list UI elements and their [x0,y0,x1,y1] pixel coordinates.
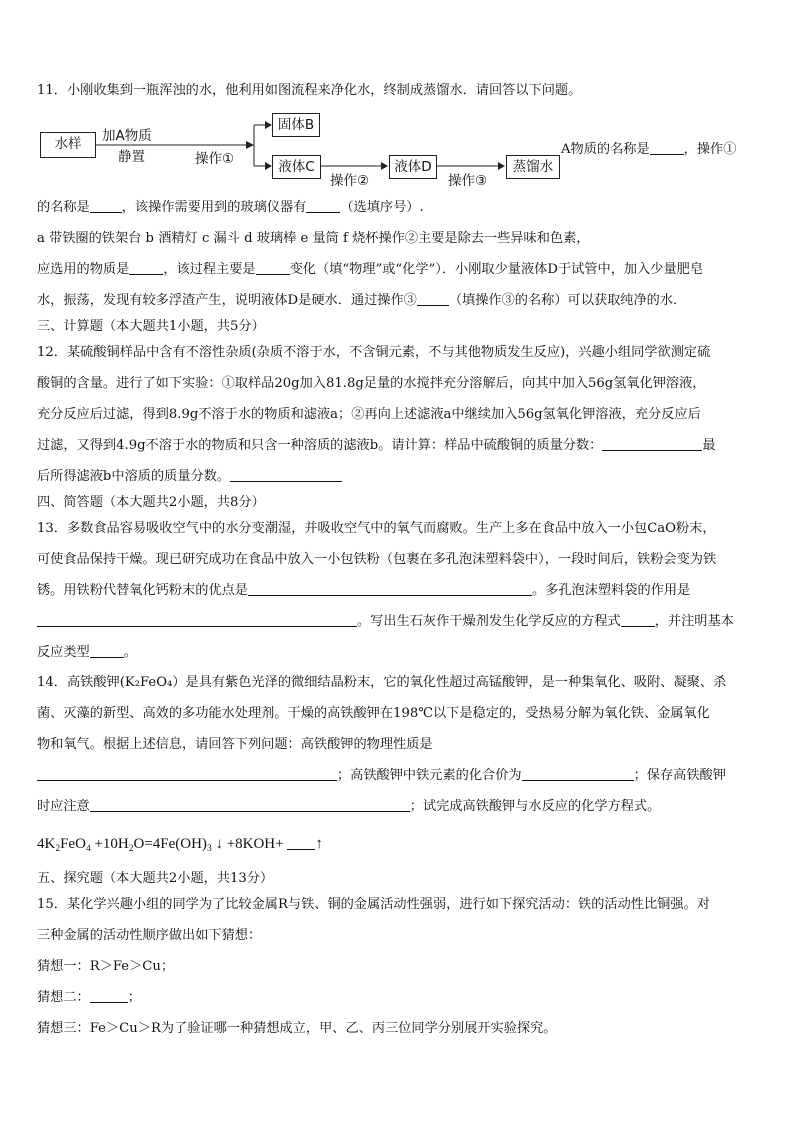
section-4-heading: 四、简答题（本大题共2小题，共8分） [37,495,265,510]
add-a-label: 加A物质 [102,128,152,144]
q15-guess1: 猜想一：R＞Fe＞Cu； [37,959,175,974]
q14-line4-a: ；高铁酸钾中铁元素的化合价为 [337,768,522,783]
arrow-head-bottom [265,162,272,170]
q12-line5 [37,467,764,487]
q11-blank-op1-name[interactable] [90,198,122,213]
q13-blank-bag-purpose[interactable] [37,612,357,627]
q12-line4 [37,436,764,456]
q12-line3: 充分反应后过滤，得到8.9g不溶于水的物质和滤液a；②再向上述滤液a中继续加入56g氢氧化钾溶液，充分反应后 [37,407,701,422]
settle-label: 静置 [118,149,145,165]
q13-line1: 13．多数食品容易吸收空气中的水分变潮湿，并吸收空气中的氧气而腐败。生产上多在食品中放入一小包CaO粉末， [37,521,716,536]
q12-line2: 酸铜的含量。进行了如下实验：①取样品20g加入81.8g足量的水搅拌充分溶解后，向其中加入56g氢氧化钾溶液， [37,376,706,391]
q13-line3-b: 。多孔泡沫塑料袋的作用是 [532,583,691,598]
q15-line2: 三种金属的活动性顺序做出如下猜想： [37,928,262,943]
q11-intro: 11．小刚收集到一瓶浑浊的水，他利用如图流程来净化水，终制成蒸馏水．请回答以下问题。 [37,83,582,98]
eq-part-5: ↓ +8KOH+ [211,836,288,852]
q11-blank-glassware[interactable] [306,198,340,213]
q11-line3-a: 的名称是 [37,200,90,215]
eq-sub-4: 3 [206,844,212,854]
section-3-heading: 三、计算题（本大题共1小题，共5分） [37,319,265,334]
arrow-head-top [265,121,272,129]
eq-blank-product[interactable] [287,835,315,850]
q14-line5-b: ；试完成高铁酸钾与水反应的化学方程式。 [409,799,661,814]
q15-guess2-b: ； [127,990,141,1005]
arrow-head-1 [246,141,254,149]
q13-line3-a: 锈。用铁粉代替氧化钙粉末的优点是 [37,583,248,598]
q13-line4-a: 。写出生石灰作干燥剂发生化学反应的方程式 [357,614,621,629]
op1-label: 操作① [195,151,235,167]
q11-a-name-tail: ，操作① [683,142,737,157]
q12-line4-b: 最 [702,438,716,453]
q11-blank-op3-name[interactable] [417,291,449,306]
q15-guess2-a: 猜想二： [37,990,90,1005]
q15-guess3: 猜想三：Fe＞Cu＞R为了验证哪一种猜想成立，甲、乙、丙三位同学分别展开实验探究。 [37,1021,557,1036]
eq-part-3: +10H [90,836,129,852]
q11-line5-c: 变化（填“物理”或“化学”）．小刚取少量液体D于试管中，加入少量肥皂 [289,262,704,277]
liquid-c-box: 液体C [272,155,321,179]
q11-blank-substance[interactable] [129,260,163,275]
q11-line5-a: 应选用的物质是 [37,262,130,277]
q11-blank-a-name[interactable] [650,140,684,155]
q12-blank-filtrate-fraction[interactable] [230,467,342,482]
q11-line5 [37,260,764,280]
distilled-water-box: 蒸馏水 [506,155,560,179]
q14-line5-a: 时应注意 [37,799,90,814]
q14-line5 [37,797,764,817]
eq-sub-3: 2 [128,844,134,854]
eq-part-4: O=4Fe(OH) [133,836,207,852]
q12-line1: 12．某硫酸铜样品中含有不溶性杂质(杂质不溶于水，不含铜元素，不与其他物质发生反应)，兴趣小组同学欲测定硫 [37,345,711,360]
q15-guess2 [37,988,764,1008]
q12-blank-mass-fraction[interactable] [602,436,702,451]
q11-line3-c: （选填序号）. [340,200,424,215]
eq-sub-1: 2 [55,844,61,854]
arrow-head-2 [381,162,388,170]
q11-blank-change-type[interactable] [256,260,290,275]
eq-part-6: ↑ [315,836,323,852]
q11-line3 [37,198,764,218]
q11-line6 [37,291,764,311]
q14-equation [37,834,323,859]
q13-line4 [37,612,764,632]
q13-line4-b: ，并注明基本 [654,614,734,629]
eq-part-2: FeO [60,836,86,852]
op3-label: 操作③ [448,173,488,189]
q14-line1: 14．高铁酸钾(K₂FeO₄）是具有紫色光泽的微细结晶粉末，它的氧化性超过高锰酸钾，是一种集氧化、吸附、凝聚、杀 [37,675,727,690]
q14-blank-storage-note[interactable] [90,797,410,812]
q11-line5-b: ，该过程主要是 [163,262,256,277]
q14-line4-b: ；保存高铁酸钾 [633,768,726,783]
q15-line1: 15．某化学兴趣小组的同学为了比较金属R与铁、铜的金属活动性强弱，进行如下探究活动：铁的活动性比铜强。对 [37,897,710,912]
q13-blank-advantage[interactable] [248,581,532,596]
solid-b-box: 固体B [272,113,320,137]
q13-blank-equation[interactable] [621,612,655,627]
q13-line3 [37,581,764,601]
q14-line2: 菌、灭藻的新型、高效的多功能水处理剂。干燥的高铁酸钾在198℃以下是稳定的，受热易分解为氧化铁、金属氧化 [37,706,710,721]
q11-line6-a: 水，振荡，发现有较多浮渣产生，说明液体D是硬水．通过操作③ [37,293,417,308]
q14-blank-physical-property[interactable] [37,766,337,781]
q11-options: a 带铁圈的铁架台 b 酒精灯 c 漏斗 d 玻璃棒 e 量筒 f 烧杯操作②主要是除去一些异味和色素， [37,231,590,246]
arrow-head-3 [498,162,505,170]
q15-blank-guess2[interactable] [90,988,128,1003]
q14-blank-valence[interactable] [522,766,634,781]
q12-line5-text: 后所得滤液b中溶质的质量分数。 [37,469,231,484]
q13-blank-reaction-type[interactable] [90,643,124,658]
eq-sub-2: 4 [85,844,91,854]
eq-part-1: 4K [37,836,56,852]
op2-label: 操作② [330,173,370,189]
q13-line5 [37,643,764,663]
q11-line6-b: （填操作③的名称）可以获取纯净的水． [448,293,687,308]
section-5-heading: 五、探究题（本大题共2小题，共13分） [37,871,274,886]
water-sample-box: 水样 [40,132,96,158]
q13-line2: 可使食品保持干燥。现已研究成功在食品中放入一小包铁粉（包裹在多孔泡沫塑料袋中），一段时间后，铁粉会变为铁 [37,552,717,567]
q11-line3-b: ，该操作需要用到的玻璃仪器有 [121,200,307,215]
q12-line4-a: 过滤，又得到4.9g不溶于水的物质和只含一种溶质的滤液b。请计算：样品中硫酸铜的质量分数： [37,438,603,453]
liquid-d-box: 液体D [389,155,437,179]
q13-line5-b: 。 [123,645,137,660]
q14-line4 [37,766,764,786]
q11-a-name-text: A物质的名称是 [561,142,650,157]
q14-line3: 物和氧气。根据上述信息，请回答下列问题：高铁酸钾的物理性质是 [37,737,433,752]
q11-a-name-line [561,140,764,160]
q13-line5-a: 反应类型 [37,645,90,660]
